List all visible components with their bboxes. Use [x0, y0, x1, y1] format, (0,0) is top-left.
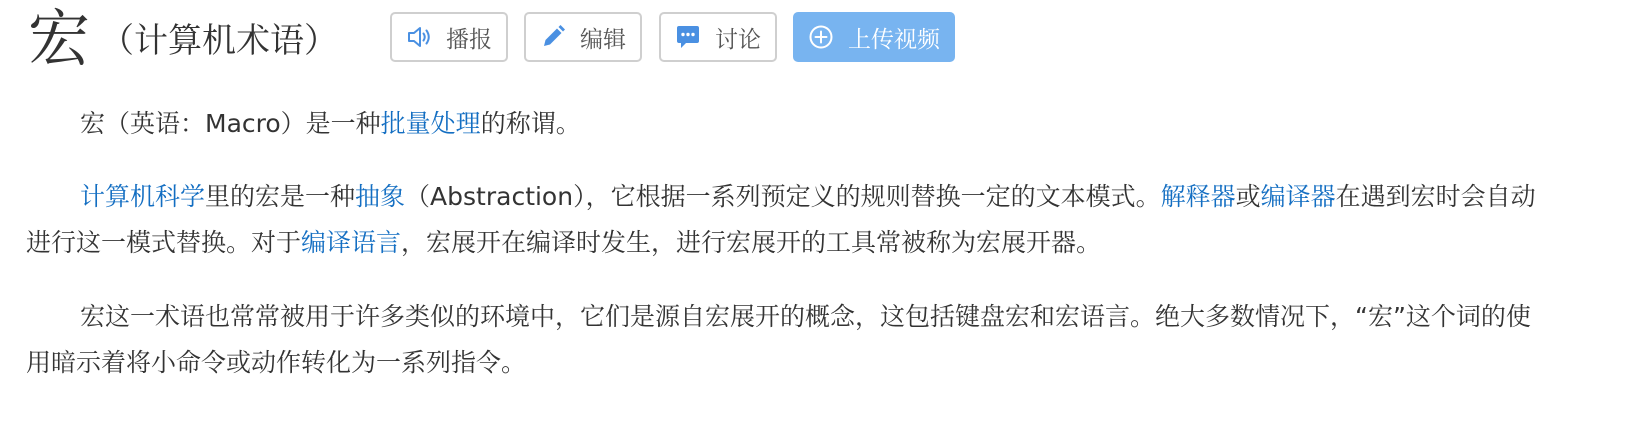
discuss-button[interactable] — [659, 12, 777, 62]
paragraph-3 — [26, 294, 1536, 386]
paragraph-text: 在遇到宏时会自动进行这一模式替换。对于 — [26, 182, 1536, 257]
link-batch-processing[interactable]: 批量处理 — [380, 109, 481, 138]
paragraph-2 — [26, 174, 1536, 266]
upload-video-label: 上传视频 — [848, 26, 940, 53]
paragraph-text: 或 — [1235, 182, 1261, 211]
paragraph-text: 宏这一术语也常常被用于许多类似的环境中，它们是源自宏展开的概念，这包括键盘宏和宏语言。绝大多数情况下，“宏”这个词的使用暗示着将小命令或动作转化为一系列指令。 — [26, 302, 1531, 377]
edit-button[interactable] — [524, 12, 642, 62]
paragraph-text: （Abstraction），它根据一系列预定义的规则替换一定的文本模式。 — [405, 182, 1161, 211]
paragraph-text: 里的宏是一种 — [205, 182, 356, 211]
page-title — [28, 2, 339, 75]
link-interpreter[interactable]: 解释器 — [1160, 182, 1236, 211]
comment-icon — [675, 24, 701, 50]
link-compiled-language[interactable]: 编译语言 — [301, 228, 402, 257]
paragraph-text: 宏（英语：Macro）是一种 — [80, 109, 381, 138]
link-abstraction[interactable]: 抽象 — [355, 182, 406, 211]
link-computer-science[interactable]: 计算机科学 — [80, 182, 206, 211]
title-main: 宏 — [28, 2, 91, 75]
pencil-icon — [540, 24, 566, 50]
upload-video-button[interactable] — [793, 12, 955, 62]
title-subtitle: （计算机术语） — [100, 21, 339, 61]
broadcast-button[interactable] — [390, 12, 508, 62]
discuss-label: 讨论 — [715, 26, 761, 53]
plus-circle-icon — [808, 24, 834, 50]
speaker-icon — [406, 24, 432, 50]
paragraph-1 — [26, 101, 1536, 147]
edit-label: 编辑 — [580, 26, 626, 53]
link-compiler[interactable]: 编译器 — [1260, 182, 1336, 211]
paragraph-text: ，宏展开在编译时发生，进行宏展开的工具常被称为宏展开器。 — [401, 228, 1102, 257]
broadcast-label: 播报 — [446, 26, 492, 53]
paragraph-text: 的称谓。 — [480, 109, 581, 138]
